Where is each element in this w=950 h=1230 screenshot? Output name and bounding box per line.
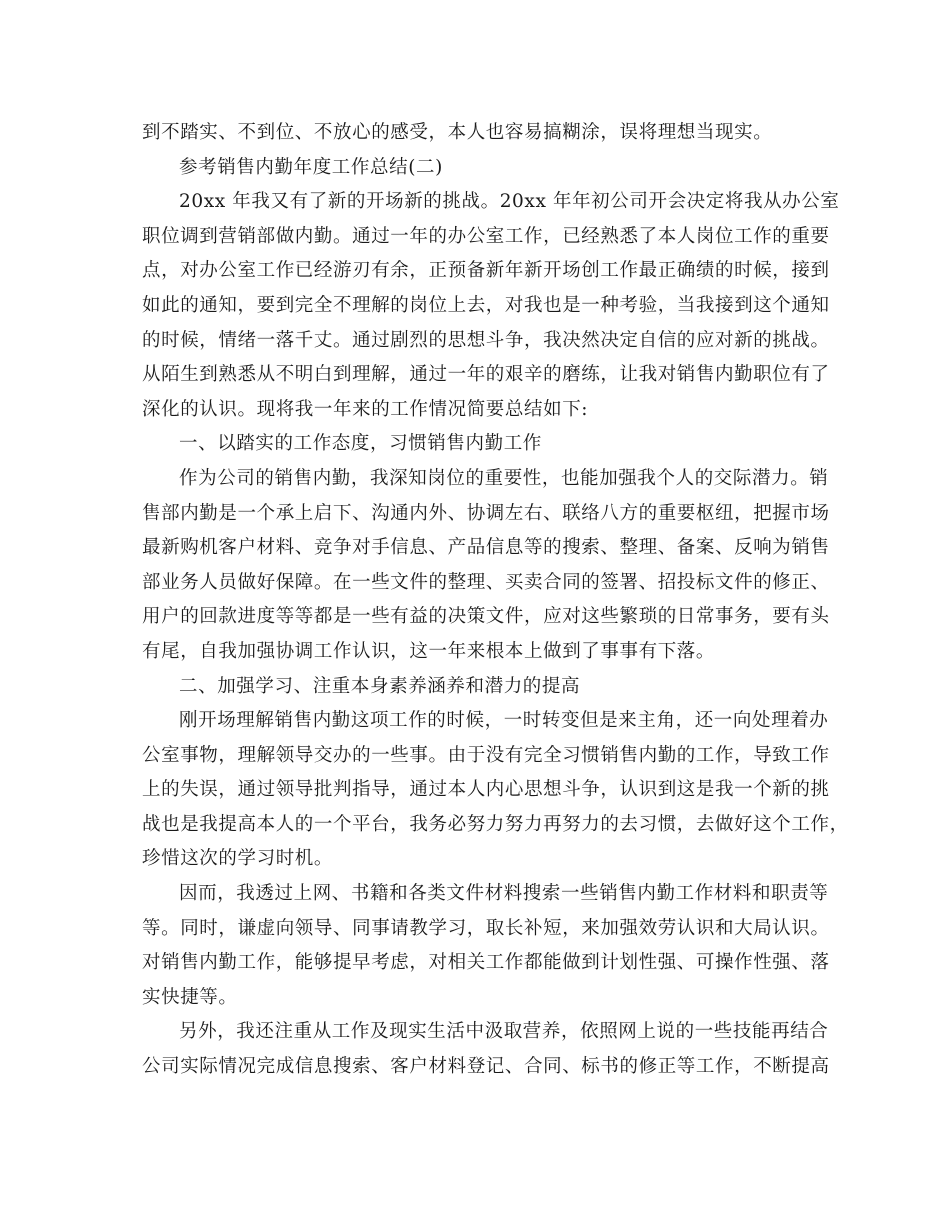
text-line: 从陌生到熟悉从不明白到理解，通过一年的艰辛的磨练，让我对销售内勤职位有了 [142, 364, 830, 386]
text-line: 因而，我透过上网、书籍和各类文件材料搜索一些销售内勤工作材料和职责等 [179, 883, 829, 905]
text-line: 作为公司的销售内勤，我深知岗位的重要性，也能加强我个人的交际潜力。销 [179, 467, 829, 489]
text-line: 战也是我提高本人的一个平台，我务必努力努力再努力的去习惯，去做好这个工作， [142, 813, 849, 835]
text-line: 部业务人员做好保障。在一些文件的整理、买卖合同的签署、招投标文件的修正、 [142, 571, 830, 593]
text-line: 20xx 年我又有了新的开场新的挑战。20xx 年年初公司开会决定将我从办公室 [179, 191, 840, 213]
text-line: 公司实际情况完成信息搜索、客户材料登记、合同、标书的修正等工作，不断提高 [142, 1056, 830, 1078]
text-line: 用户的回款进度等等都是一些有益的决策文件，应对这些繁琐的日常事务，要有头 [142, 606, 830, 628]
document-body [142, 116, 849, 1085]
text-line: 有尾，自我加强协调工作认识，这一年来根本上做到了事事有下落。 [142, 640, 716, 662]
text-line: 售部内勤是一个承上启下、沟通内外、协调左右、联络八方的重要枢纽，把握市场 [142, 502, 830, 524]
text-line: 深化的认识。现将我一年来的工作情况简要总结如下: [142, 398, 589, 420]
text-line: 上的失误，通过领导批判指导，通过本人内心思想斗争，认识到这是我一个新的挑 [142, 779, 830, 801]
text-line: 公室事物，理解领导交办的一些事。由于没有完全习惯销售内勤的工作，导致工作 [142, 744, 830, 766]
text-line: 的时候，情绪一落千丈。通过剧烈的思想斗争，我决然决定自信的应对新的挑战。 [142, 329, 830, 351]
text-line: 实快捷等。 [142, 986, 238, 1008]
text-line: 职位调到营销部做内勤。通过一年的办公室工作，已经熟悉了本人岗位工作的重要 [142, 225, 830, 247]
text-line: 一、以踏实的工作态度，习惯销售内勤工作 [179, 433, 542, 455]
text-line: 等。同时，谦虚向领导、同事请教学习，取长补短，来加强效劳认识和大局认识。 [142, 917, 830, 939]
text-line: 到不踏实、不到位、不放心的感受，本人也容易搞糊涂，误将理想当现实。 [142, 122, 773, 143]
text-line: 另外，我还注重从工作及现实生活中汲取营养，依照网上说的一些技能再结合 [179, 1021, 829, 1043]
text-line: 二、加强学习、注重本身素养涵养和潜力的提高 [179, 675, 581, 697]
text-line: 最新购机客户材料、竞争对手信息、产品信息等的搜索、整理、备案、反响为销售 [142, 537, 830, 559]
text-line: 珍惜这次的学习时机。 [142, 848, 334, 870]
text-line: 如此的通知，要到完全不理解的岗位上去，对我也是一种考验，当我接到这个通知 [142, 294, 830, 316]
text-line: 参考销售内勤年度工作总结(二) [179, 156, 443, 178]
text-line: 对销售内勤工作，能够提早考虑，对相关工作都能做到计划性强、可操作性强、落 [142, 952, 830, 974]
text-line: 点，对办公室工作已经游刃有余，正预备新年新开场创工作最正确绩的时候，接到 [142, 260, 830, 282]
text-line: 刚开场理解销售内勤这项工作的时候，一时转变但是来主角，还一向处理着办 [179, 710, 829, 732]
